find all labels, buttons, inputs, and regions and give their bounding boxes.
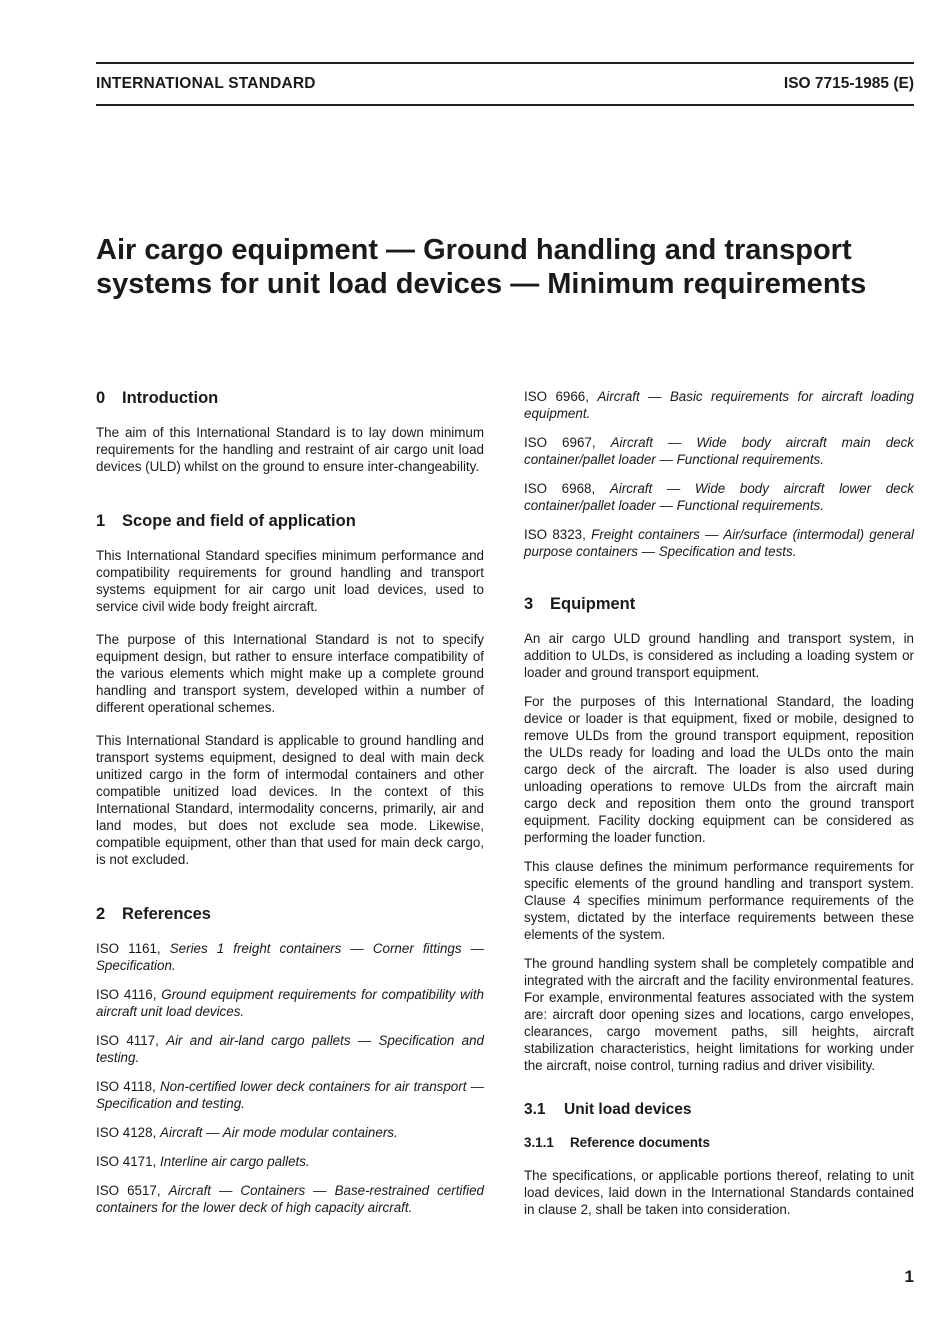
section-title: Introduction <box>122 389 219 407</box>
section-2-heading <box>96 904 484 924</box>
reference-title: Series 1 freight containers — Corner fittings — Specification. <box>96 941 484 973</box>
title-line-1: Air cargo equipment — Ground handling and transport <box>96 234 852 266</box>
reference-code: ISO 4117, <box>96 1033 159 1048</box>
reference-code: ISO 4118, <box>96 1079 156 1094</box>
section-1-para-1: This International Standard specifies minimum performance and compatibility requirements for ground handling and transport systems equipment for air cargo unit load devices, used to service civil wide body freight aircraft. <box>96 548 484 614</box>
header-top-rule <box>96 62 914 64</box>
reference-title: Aircraft — Containers — Base-restrained certified containers for the lower deck of high capacity aircraft. <box>96 1183 484 1215</box>
section-3-1-1-heading <box>524 1134 914 1151</box>
section-3-heading <box>524 594 914 614</box>
section-3-para-1: An air cargo ULD ground handling and transport system, in addition to ULDs, is considered as including a loading system or loader and ground transport equipment. <box>524 631 914 680</box>
section-number: 3.1 <box>524 1101 546 1118</box>
reference-item <box>96 1032 484 1066</box>
reference-title: Interline air cargo pallets. <box>160 1154 310 1169</box>
section-3-1-heading <box>524 1100 914 1120</box>
reference-code: ISO 4116, <box>96 987 157 1002</box>
reference-code: ISO 6968, <box>524 481 596 496</box>
section-title: Scope and field of application <box>122 512 356 530</box>
section-0-para-1: The aim of this International Standard is to lay down minimum requirements for the handling and restraint of air cargo unit load devices (ULD) whilst on the ground to ensure inter-changeability. <box>96 425 484 474</box>
reference-code: ISO 6967, <box>524 435 596 450</box>
reference-code: ISO 4171, <box>96 1154 157 1169</box>
reference-item <box>524 434 914 468</box>
reference-code: ISO 1161, <box>96 941 161 956</box>
section-title: Unit load devices <box>564 1101 692 1118</box>
reference-item <box>524 480 914 514</box>
title-line-2: systems for unit load devices — Minimum requirements <box>96 268 867 300</box>
header-bottom-rule <box>96 104 914 106</box>
page-number: 1 <box>904 1267 914 1286</box>
section-number: 3.1.1 <box>524 1135 554 1150</box>
section-1-para-2: The purpose of this International Standard is not to specify equipment design, but rather to ensure interface compatibility of the various elements which might make up a complete ground handling and transport system, developed within a number of different operational schemes. <box>96 632 484 715</box>
section-title: Reference documents <box>570 1135 710 1150</box>
reference-item <box>96 1182 484 1216</box>
section-0-heading <box>96 388 484 408</box>
right-column <box>524 388 914 1230</box>
reference-title: Aircraft — Air mode modular containers. <box>160 1125 398 1140</box>
section-3-para-2: For the purposes of this International Standard, the loading device or loader is that equipment, fixed or mobile, designed to remove ULDs from the ground transport equipment, reposition the ULDs ready for loading and load the ULDs onto the main cargo deck of the aircraft. The loader is also used during unloading operations to remove ULDs from the aircraft main cargo deck and reposition them onto the ground transport equipment. Facility docking equipment can be considered as performing the loader function. <box>524 694 914 845</box>
section-1-para-3: This International Standard is applicable to ground handling and transport systems equipment, designed to deal with main deck unitized cargo in the form of intermodal containers and other compatible unitized load devices. In the context of this International Standard, intermodality concerns, primarily, air and land modes, but does not exclude sea mode. Likewise, compatible equipment, other than that used for main deck cargo, is not excluded. <box>96 733 484 867</box>
section-number: 2 <box>96 905 106 923</box>
reference-item <box>96 1078 484 1112</box>
reference-item <box>96 986 484 1020</box>
reference-item <box>96 940 484 974</box>
reference-item <box>96 1153 484 1170</box>
document-title <box>96 233 926 301</box>
header-document-type: INTERNATIONAL STANDARD <box>96 75 316 92</box>
reference-code: ISO 8323, <box>524 527 586 542</box>
reference-title: Non-certified lower deck containers for air transport — Specification and testing. <box>96 1079 484 1111</box>
reference-title: Aircraft — Basic requirements for aircraft loading equipment. <box>524 389 914 421</box>
section-number: 3 <box>524 595 534 613</box>
section-3-1-1-para-1: The specifications, or applicable portions thereof, relating to unit load devices, laid down in the International Standards contained in clause 2, shall be taken into consideration. <box>524 1168 914 1217</box>
section-number: 0 <box>96 389 106 407</box>
reference-item <box>524 388 914 422</box>
reference-code: ISO 6966, <box>524 389 589 404</box>
reference-item <box>524 526 914 560</box>
section-3-para-3: This clause defines the minimum performance requirements for specific elements of the ground handling and transport system. Clause 4 specifies minimum performance requirements of the system, dictated by the interface requirements between these elements of the system. <box>524 859 914 942</box>
reference-title: Aircraft — Wide body aircraft main deck container/pallet loader — Functional requirements. <box>524 435 914 467</box>
reference-title: Aircraft — Wide body aircraft lower deck container/pallet loader — Functional requirements. <box>524 481 914 513</box>
reference-item <box>96 1124 484 1141</box>
header-standard-number: ISO 7715-1985 (E) <box>783 75 914 92</box>
left-column <box>96 388 484 1228</box>
reference-title: Freight containers — Air/surface (intermodal) general purpose containers — Specification and tests. <box>524 527 914 559</box>
section-title: Equipment <box>550 595 636 613</box>
section-1-heading <box>96 511 484 531</box>
section-number: 1 <box>96 512 106 530</box>
reference-code: ISO 6517, <box>96 1183 161 1198</box>
reference-title: Ground equipment requirements for compatibility with aircraft unit load devices. <box>96 987 484 1019</box>
reference-code: ISO 4128, <box>96 1125 157 1140</box>
section-title: References <box>122 905 211 923</box>
reference-title: Air and air-land cargo pallets — Specification and testing. <box>96 1033 484 1065</box>
section-3-para-4: The ground handling system shall be completely compatible and integrated with the aircraft and the facility environmental features. For example, environmental features associated with the system are: aircraft door opening sizes and locations, cargo envelopes, clearances, cargo movement paths, sill heights, aircraft stabilization characteristics, height limitations for working under the aircraft, noise control, turning radius and driver visibility. <box>524 956 914 1073</box>
